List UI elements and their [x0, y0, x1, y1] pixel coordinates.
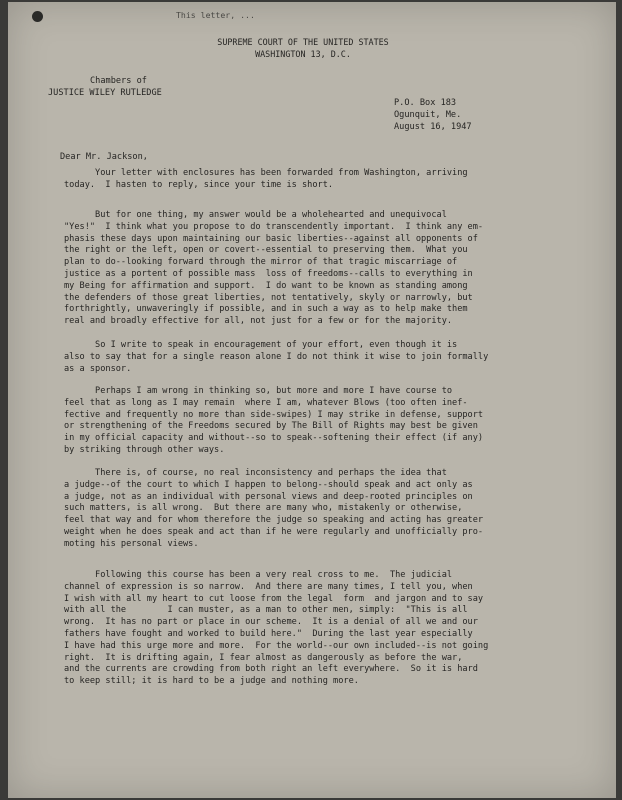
- paragraph-2: But for one thing, my answer would be a wholehearted and unequivocal "Yes!" I think what you propose to do transcendently important. I think any em- phasis these days upon maintaining our basic liberties--against all opponents of the right or the left, open or covert--essential to preserving them. What you plan to do--looking forward through the mirror of that tragic miscarriage of justice as a portent of possible mass loss of freedoms--calls to everything in my Being for affirmation and support. I do want to be known as standing among the defenders of those great liberties, not tentatively, skyly or narrowly, but forthrightly, unwaveringly if possible, and in such a way as to help make them real and broadly effective for all, not just for a few or for the majority.: [64, 210, 484, 327]
- address-town: Ogunquit, Me.: [394, 110, 462, 120]
- punch-hole: [32, 11, 43, 22]
- letterhead-city: WASHINGTON 13, D.C.: [255, 49, 351, 59]
- top-fragment: This letter, ...: [176, 10, 255, 20]
- letterhead-court: SUPREME COURT OF THE UNITED STATES: [217, 37, 389, 47]
- letter-date: August 16, 1947: [394, 122, 472, 132]
- chambers-justice: JUSTICE WILEY RUTLEDGE: [48, 88, 162, 98]
- letter-page: [8, 2, 616, 798]
- chambers-label: Chambers of: [90, 76, 147, 86]
- paragraph-6: Following this course has been a very real cross to me. The judicial channel of expression is so narrow. And there are many times, I tell you, when I wish with all my heart to cut loose from the legal form and jargon and to say with all the I can muster, as a man to other men, simply: "This is all wrong. It has no part or place in our scheme. It is a denial of all we and our fathers have fought and worked to build here." During the last year especially I have had this urge more and more. For the world--our own included--is not going right. It is drifting again, I fear almost as dangerously as before the war, and the currents are crowding from both right an left everywhere. So it is hard to keep still; it is hard to be a judge and nothing more.: [64, 570, 489, 687]
- paragraph-1: Your letter with enclosures has been forwarded from Washington, arriving today. I hasten to reply, since your time is short.: [64, 168, 468, 190]
- paragraph-5: There is, of course, no real inconsistency and perhaps the idea that a judge--of the court to which I happen to belong--should speak and act only as a judge, not as an individual with personal views and deep-rooted principles on such matters, is all wrong. But there are many who, mistakenly or otherwise, feel that way and for whom therefore the judge so speaking and acting has greater weight when he does speak and act than if he were regularly and unofficially pro- moting his personal views.: [64, 468, 484, 549]
- paragraph-3: So I write to speak in encouragement of your effort, even though it is also to say that for a single reason alone I do not think it wise to join formally as a sponsor.: [64, 340, 489, 374]
- paragraph-4: Perhaps I am wrong in thinking so, but more and more I have course to feel that as long as I may remain where I am, whatever Blows (too often inef- fective and frequently no more than side-swipes) I may strike in defense, support or strengthening of the Freedoms secured by The Bill of Rights may best be given in my official capacity and without--so to speak--softening their effect (if any) by striking through other ways.: [64, 386, 484, 455]
- salutation: Dear Mr. Jackson,: [60, 152, 148, 162]
- address-box: P.O. Box 183: [394, 98, 457, 108]
